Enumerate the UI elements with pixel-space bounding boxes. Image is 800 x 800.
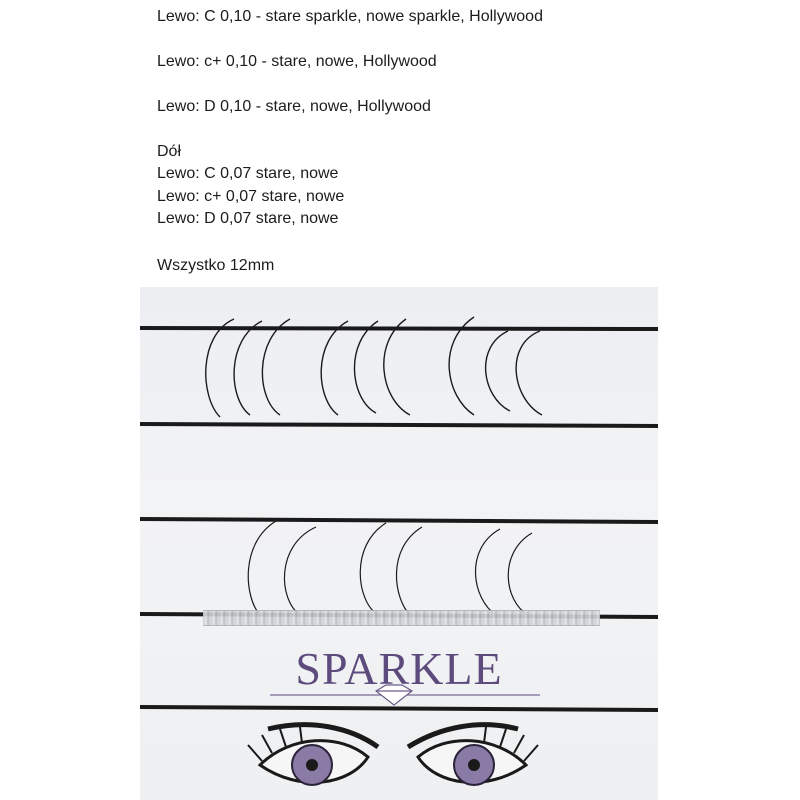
note-line-6: Lewo: D 0,07 stare, nowe (157, 210, 339, 227)
lash-curl (486, 331, 510, 411)
note-line-2: Lewo: c+ 0,10 - stare, nowe, Hollywood (157, 53, 437, 70)
board-line (140, 519, 658, 522)
board-line (140, 424, 658, 426)
lash-sample-photo (140, 287, 658, 800)
lash-curl (475, 529, 500, 615)
lash-curl (206, 319, 234, 417)
lash-curl (384, 319, 410, 415)
eyes-illustration (248, 725, 538, 785)
note-line-1: Lewo: C 0,10 - stare sparkle, nowe sparkle, Hollywood (157, 8, 543, 25)
brand-logo: SPARKLE (295, 643, 503, 694)
lash-curl (449, 317, 474, 415)
lash-curl (508, 533, 532, 615)
lash-curl (516, 331, 542, 415)
lash-curl (262, 319, 290, 415)
note-line-4: Lewo: C 0,07 stare, nowe (157, 165, 339, 182)
notes-text (157, 0, 777, 285)
summary-line: Wszystko 12mm (157, 257, 275, 274)
lash-curl (248, 521, 276, 615)
lash-curls-lower (248, 521, 532, 615)
lash-board-drawing (140, 287, 658, 800)
lash-curls-upper (206, 317, 542, 417)
lash-curl (354, 321, 378, 413)
lash-curl (234, 321, 262, 415)
lash-curl (321, 321, 348, 415)
note-line-5: Lewo: c+ 0,07 stare, nowe (157, 188, 345, 205)
board-line (140, 328, 658, 329)
lash-curl (284, 527, 316, 615)
board-line (140, 707, 658, 710)
lash-strip (203, 610, 600, 626)
lash-curl (396, 527, 422, 615)
section-heading: Dół (157, 143, 182, 160)
note-line-3: Lewo: D 0,10 - stare, nowe, Hollywood (157, 98, 431, 115)
lash-curl (360, 523, 386, 615)
